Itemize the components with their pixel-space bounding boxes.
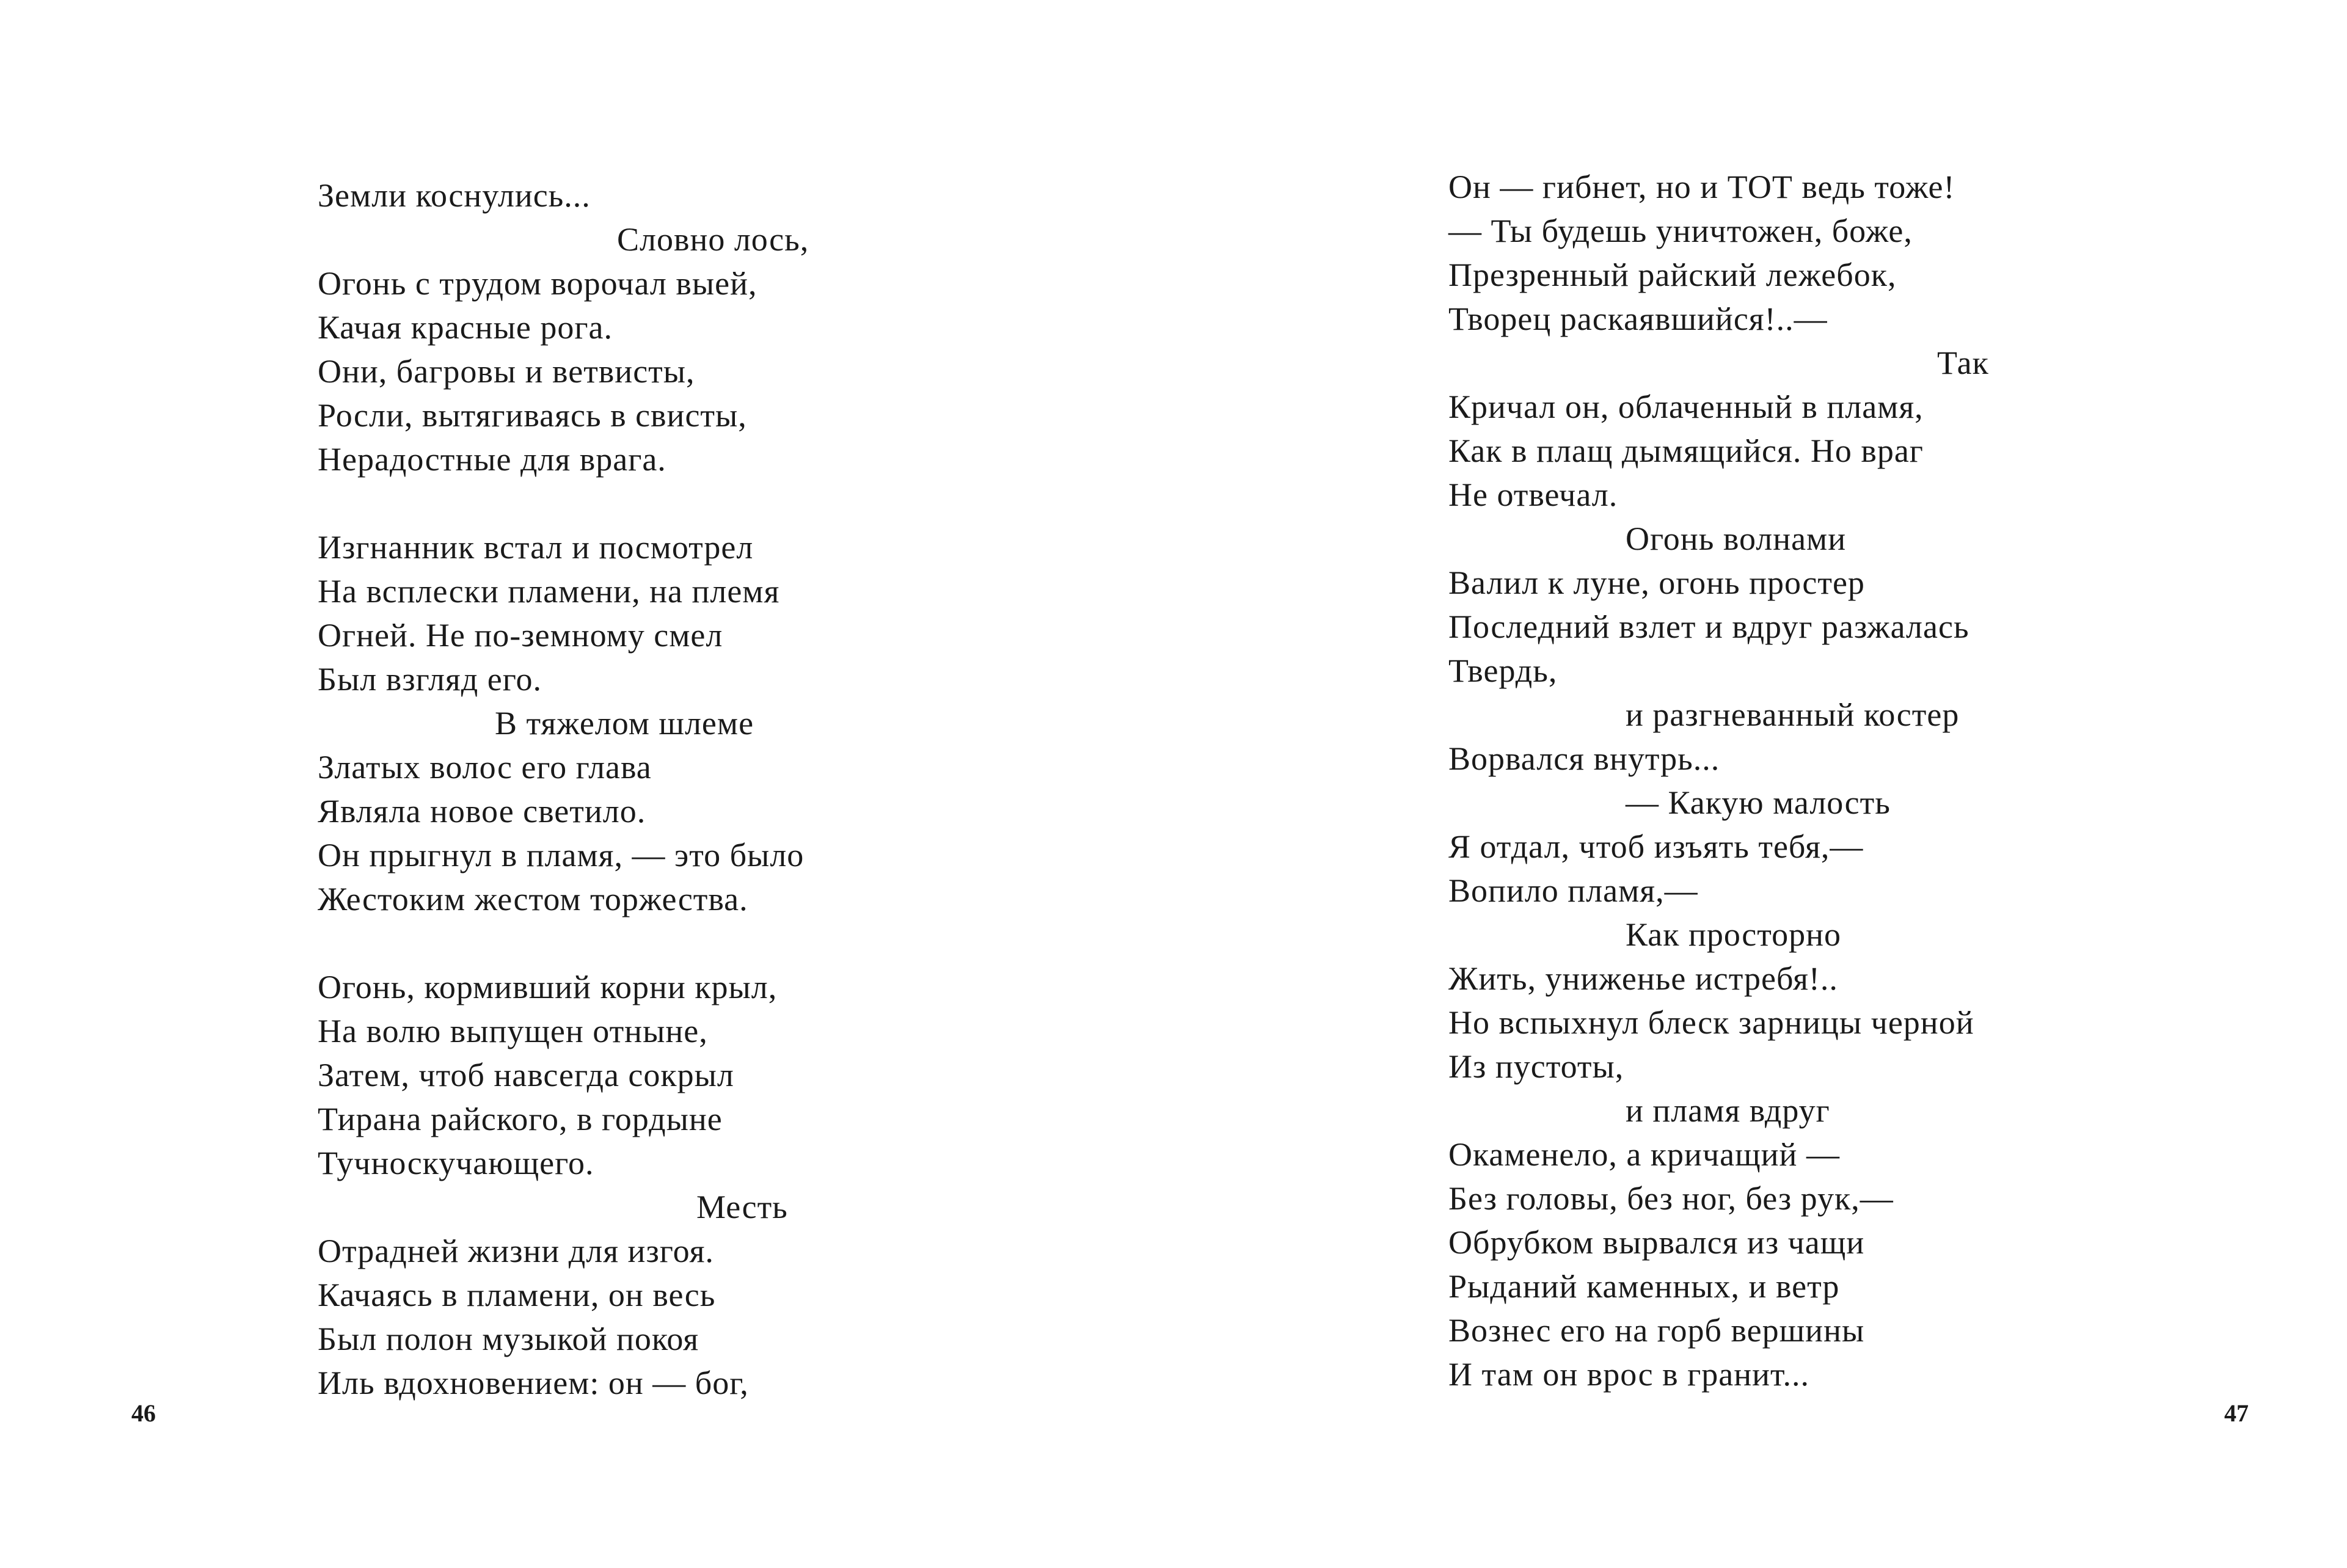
poem-line: Являла новое светило.: [318, 793, 646, 830]
poem-line: Тирана райского, в гордыне: [318, 1101, 723, 1137]
poem-line: Твердь,: [1448, 652, 1558, 689]
poem-line: Из пустоты,: [1448, 1048, 1624, 1085]
poem-line: — Какую малость: [1626, 784, 1891, 821]
poem-line: И там он врос в гранит...: [1448, 1356, 1810, 1393]
poem-text-right: [1448, 165, 1989, 1396]
stanza-break: [318, 921, 809, 965]
poem-line: В тяжелом шлеме: [495, 705, 754, 742]
poem-line: Словно лось,: [617, 221, 809, 258]
poem-line: — Ты будешь уничтожен, боже,: [1448, 213, 1913, 249]
poem-line: и пламя вдруг: [1626, 1092, 1830, 1129]
poem-line: Последний взлет и вдруг разжалась: [1448, 608, 1969, 645]
poem-line: Изгнанник встал и посмотрел: [318, 529, 754, 566]
poem-line: Затем, чтоб навсегда сокрыл: [318, 1057, 734, 1093]
poem-line: Жить, униженье истребя!..: [1448, 960, 1838, 997]
poem-line: Они, багровы и ветвисты,: [318, 353, 695, 390]
poem-line: Огонь с трудом ворочал выей,: [318, 265, 757, 302]
page-number-left: 46: [131, 1399, 156, 1427]
page-number-right: 47: [2224, 1399, 2249, 1427]
poem-line: Нерадостные для врага.: [318, 441, 666, 478]
poem-line: Я отдал, чтоб изъять тебя,—: [1448, 828, 1864, 865]
poem-line: Он — гибнет, но и ТОТ ведь тоже!: [1448, 169, 1955, 205]
poem-line: Месть: [696, 1189, 788, 1225]
poem-line: Но вспыхнул блеск зарницы черной: [1448, 1004, 1974, 1041]
poem-line: Огонь волнами: [1626, 520, 1847, 557]
poem-line: Обрубком вырвался из чащи: [1448, 1224, 1865, 1261]
poem-line: Как в плащ дымящийся. Но враг: [1448, 432, 1924, 469]
poem-line: На всплески пламени, на племя: [318, 573, 780, 610]
poem-line: Окаменело, а кричащий —: [1448, 1136, 1840, 1173]
poem-line: Так: [1937, 345, 1989, 381]
poem-line: Отрадней жизни для изгоя.: [318, 1233, 714, 1269]
poem-line: Златых волос его глава: [318, 749, 652, 786]
poem-line: Огней. Не по-земному смел: [318, 617, 723, 654]
poem-line: Рыданий каменных, и ветр: [1448, 1268, 1840, 1305]
poem-line: Иль вдохновением: он — бог,: [318, 1365, 749, 1401]
poem-line: Он прыгнул в пламя, — это было: [318, 837, 805, 873]
poem-line: Огонь, кормивший корни крыл,: [318, 969, 778, 1005]
poem-line: Жестоким жестом торжества.: [318, 881, 748, 917]
poem-line: Был полон музыкой покоя: [318, 1321, 699, 1357]
poem-line: Ворвался внутрь...: [1448, 740, 1720, 777]
right-page: [1174, 0, 2347, 1568]
poem-line: Вопило пламя,—: [1448, 872, 1698, 909]
poem-line: Творец раскаявшийся!..—: [1448, 301, 1828, 337]
stanza-break: [318, 481, 809, 525]
poem-line: и разгневанный костер: [1626, 696, 1960, 733]
poem-line: Без головы, без ног, без рук,—: [1448, 1180, 1894, 1217]
poem-line: Презренный райский лежебок,: [1448, 257, 1897, 293]
poem-line: Росли, вытягиваясь в свисты,: [318, 397, 747, 434]
poem-line: Земли коснулись...: [318, 177, 591, 214]
poem-line: Не отвечал.: [1448, 476, 1618, 513]
poem-line: Тучноскучающего.: [318, 1145, 594, 1181]
poem-line: Как просторно: [1626, 916, 1842, 953]
poem-line: Кричал он, облаченный в пламя,: [1448, 388, 1924, 425]
poem-text-left: [318, 173, 809, 1405]
poem-line: Вознес его на горб вершины: [1448, 1312, 1865, 1349]
poem-line: Качаясь в пламени, он весь: [318, 1277, 716, 1313]
poem-line: Качая красные рога.: [318, 309, 613, 346]
poem-line: На волю выпущен отныне,: [318, 1013, 708, 1049]
poem-line: Валил к луне, огонь простер: [1448, 564, 1865, 601]
poem-line: Был взгляд его.: [318, 661, 542, 698]
